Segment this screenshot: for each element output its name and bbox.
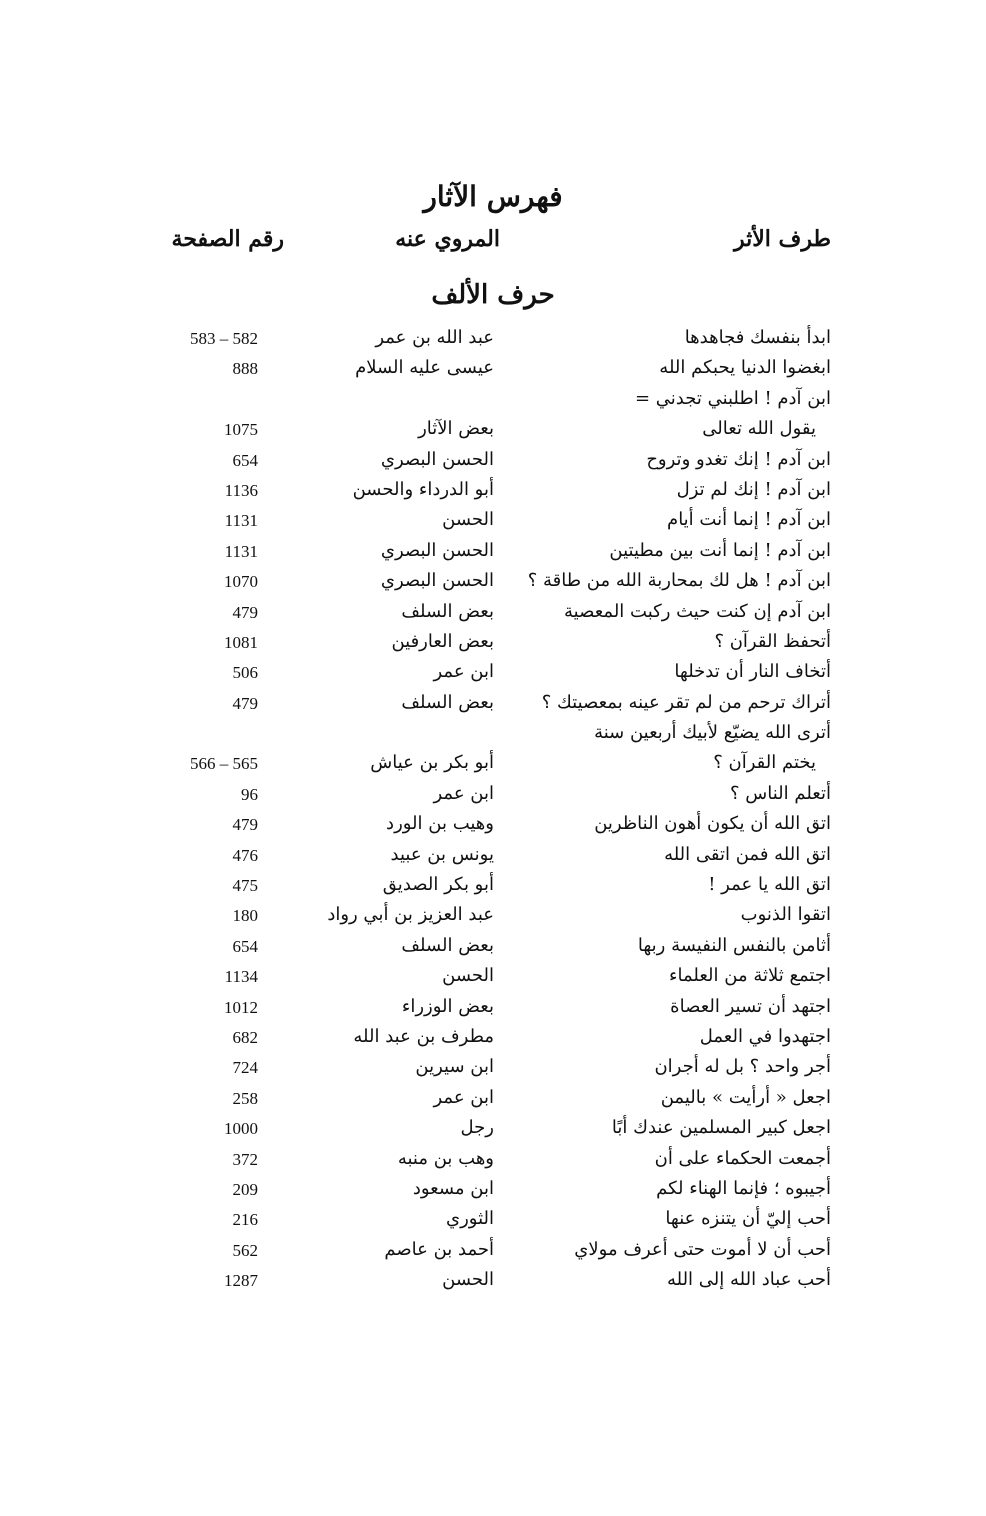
index-entry-line <box>0 386 986 416</box>
index-entry-line <box>0 750 986 780</box>
index-entry-line <box>0 355 986 385</box>
index-entry <box>0 447 986 477</box>
page-number: 654 <box>232 450 258 470</box>
narrator-text: رجل <box>460 1117 494 1139</box>
athar-text: يختم القرآن ؟ <box>713 752 816 774</box>
narrator-text: الحسن البصري <box>380 539 494 561</box>
athar-text: أترى الله يضيّع لأبيك أربعين سنة <box>594 722 831 744</box>
athar-text: أتخاف النار أن تدخلها <box>674 661 831 683</box>
index-entry <box>0 1267 986 1297</box>
index-entry <box>0 355 986 385</box>
index-entry <box>0 477 986 507</box>
index-entry <box>0 1237 986 1267</box>
index-entry <box>0 690 986 720</box>
page-title: فهرس الآثار <box>423 180 563 213</box>
page-number: 1131 <box>224 541 258 561</box>
page-number: 475 <box>232 876 258 896</box>
page-number: 562 <box>232 1240 258 1260</box>
column-header-athar: طرف الأثر <box>733 226 831 252</box>
narrator-text: عيسى عليه السلام <box>355 357 494 379</box>
page-number: 1081 <box>224 632 258 652</box>
athar-text: أجيبوه ؛ فإنما الهناء لكم <box>656 1177 831 1199</box>
athar-text: اتق الله فمن اتقى الله <box>664 843 831 865</box>
athar-text: أجمعت الحكماء على أن <box>654 1147 831 1169</box>
athar-text: اجعل « أرأيت » باليمن <box>660 1086 831 1108</box>
narrator-text: ابن عمر <box>433 661 494 683</box>
narrator-text: ابن سيرين <box>415 1056 494 1078</box>
narrator-text: عبد الله بن عمر <box>375 327 494 348</box>
page-number: 1070 <box>224 572 258 592</box>
page-number: 1000 <box>224 1119 258 1139</box>
page-number: 1134 <box>224 967 258 987</box>
index-entry-line <box>0 690 986 720</box>
athar-text: ابن آدم إن كنت حيث ركبت المعصية <box>564 600 831 622</box>
page-number: 476 <box>232 845 258 865</box>
narrator-text: أبو بكر الصديق <box>382 874 494 896</box>
index-entry <box>0 1024 986 1054</box>
index-entry-line <box>0 720 986 750</box>
index-entry-line <box>0 1237 986 1267</box>
index-entry-line <box>0 1024 986 1054</box>
athar-text: ابغضوا الدنيا يحبكم الله <box>659 357 831 379</box>
athar-text: ابن آدم ! إنما أنت أيام <box>667 509 831 531</box>
page-number: 372 <box>232 1149 258 1169</box>
page-number: 566 – 565 <box>190 754 258 774</box>
index-entry-line <box>0 1267 986 1297</box>
narrator-text: يونس بن عبيد <box>390 843 494 865</box>
page-number: 479 <box>232 602 258 622</box>
index-entry <box>0 994 986 1024</box>
index-entry <box>0 386 986 447</box>
index-entry <box>0 902 986 932</box>
athar-text: ابن آدم ! إنك تغدو وتروح <box>646 448 831 470</box>
index-entry <box>0 538 986 568</box>
index-entry <box>0 1115 986 1145</box>
index-entry-line <box>0 325 986 355</box>
index-entry <box>0 568 986 598</box>
narrator-text: بعض العارفين <box>391 630 494 652</box>
index-entry <box>0 629 986 659</box>
athar-text: أتراك ترحم من لم تقر عينه بمعصيتك ؟ <box>541 691 831 713</box>
narrator-text: الثوري <box>446 1208 494 1230</box>
narrator-text: ابن مسعود <box>412 1177 494 1199</box>
athar-text: ابن آدم ! هل لك بمحاربة الله من طاقة ؟ <box>527 570 831 592</box>
page-number: 1287 <box>224 1271 258 1291</box>
athar-text: ابدأ بنفسك فجاهدها <box>684 327 831 348</box>
athar-text: ابن آدم ! إنما أنت بين مطيتين <box>609 539 831 561</box>
page-number: 724 <box>232 1058 258 1078</box>
index-entry-line <box>0 1054 986 1084</box>
narrator-text: وهب بن منبه <box>397 1147 494 1169</box>
athar-text: اجعل كبير المسلمين عندك أبًا <box>611 1117 831 1139</box>
athar-text: اجتمع ثلاثة من العلماء <box>669 965 831 987</box>
page-number: 654 <box>232 936 258 956</box>
narrator-text: مطرف بن عبد الله <box>353 1025 494 1047</box>
index-entry-line <box>0 659 986 689</box>
narrator-text: أبو الدرداء والحسن <box>352 478 494 500</box>
index-entry <box>0 1206 986 1236</box>
page-number: 216 <box>232 1210 258 1230</box>
athar-text: ابن آدم ! إنك لم تزل <box>676 478 831 500</box>
narrator-text: ابن عمر <box>433 1086 494 1108</box>
narrator-text: أبو بكر بن عياش <box>370 752 494 774</box>
narrator-text: أحمد بن عاصم <box>384 1238 494 1260</box>
narrator-text: الحسن البصري <box>380 448 494 470</box>
athar-text: أثامن بالنفس النفيسة ربها <box>637 934 831 956</box>
page-number: 1012 <box>224 997 258 1017</box>
narrator-text: الحسن <box>442 965 494 987</box>
index-entry-line <box>0 933 986 963</box>
athar-text: أحب إليّ أن يتنزه عنها <box>665 1208 831 1230</box>
index-entry-line <box>0 1146 986 1176</box>
index-entry-line <box>0 994 986 1024</box>
page-number: 583 – 582 <box>190 329 258 348</box>
index-entry-line <box>0 902 986 932</box>
index-entry <box>0 325 986 355</box>
section-title: حرف الألف <box>431 280 555 310</box>
index-entry <box>0 933 986 963</box>
page-number: 506 <box>232 663 258 683</box>
index-entry-line <box>0 1206 986 1236</box>
page-number: 682 <box>232 1027 258 1047</box>
index-entry-line <box>0 842 986 872</box>
index-entry-line <box>0 477 986 507</box>
index-entry <box>0 1176 986 1206</box>
index-entries <box>0 325 986 1298</box>
index-entry-line <box>0 538 986 568</box>
narrator-text: وهيب بن الورد <box>386 813 494 835</box>
athar-text: أتحفظ القرآن ؟ <box>714 630 831 652</box>
index-entry-line <box>0 1085 986 1115</box>
narrator-text: بعض الوزراء <box>401 995 494 1017</box>
index-entry-line <box>0 872 986 902</box>
index-entry-line <box>0 416 986 446</box>
index-entry <box>0 781 986 811</box>
athar-text: يقول الله تعالى <box>702 418 816 440</box>
page-number: 479 <box>232 693 258 713</box>
index-entry <box>0 720 986 781</box>
index-entry-line <box>0 781 986 811</box>
column-header-page: رقم الصفحة <box>171 226 284 252</box>
page-number: 180 <box>232 906 258 926</box>
athar-text: أحب أن لا أموت حتى أعرف مولاي <box>574 1238 831 1260</box>
index-entry-line <box>0 599 986 629</box>
index-entry-line <box>0 1115 986 1145</box>
index-entry <box>0 1085 986 1115</box>
index-entry <box>0 1146 986 1176</box>
index-entry-line <box>0 1176 986 1206</box>
index-entry <box>0 1054 986 1084</box>
index-entry <box>0 599 986 629</box>
index-entry-line <box>0 963 986 993</box>
page-number: 888 <box>232 359 258 379</box>
athar-text: ابن آدم ! اطلبني تجدني = <box>634 387 831 409</box>
page-number: 479 <box>232 815 258 835</box>
index-entry-line <box>0 568 986 598</box>
narrator-text: بعض السلف <box>401 934 494 956</box>
column-header-narrator: المروي عنه <box>395 226 500 252</box>
index-entry <box>0 659 986 689</box>
athar-text: اتق الله أن يكون أهون الناظرين <box>594 813 831 835</box>
athar-text: أتعلم الناس ؟ <box>729 782 831 804</box>
athar-text: اتق الله يا عمر ! <box>708 874 831 896</box>
narrator-text: بعض السلف <box>401 600 494 622</box>
narrator-text: بعض الآثار <box>418 418 494 440</box>
index-entry <box>0 872 986 902</box>
page-number: 1136 <box>224 480 258 500</box>
athar-text: اجتهد أن تسير العصاة <box>670 995 831 1017</box>
narrator-text: عبد العزيز بن أبي رواد <box>327 904 494 926</box>
page-number: 258 <box>232 1088 258 1108</box>
narrator-text: بعض السلف <box>401 691 494 713</box>
index-entry <box>0 842 986 872</box>
narrator-text: الحسن <box>442 1269 494 1291</box>
page-number: 1075 <box>224 420 258 440</box>
index-entry-line <box>0 811 986 841</box>
index-entry-line <box>0 447 986 477</box>
index-entry <box>0 811 986 841</box>
athar-text: أحب عباد الله إلى الله <box>666 1269 831 1291</box>
index-entry-line <box>0 507 986 537</box>
athar-text: اجتهدوا في العمل <box>699 1025 831 1047</box>
index-entry <box>0 507 986 537</box>
narrator-text: الحسن البصري <box>380 570 494 592</box>
page-number: 1131 <box>224 511 258 531</box>
index-entry <box>0 963 986 993</box>
athar-text: أجر واحد ؟ بل له أجران <box>654 1056 831 1078</box>
page-number: 209 <box>232 1179 258 1199</box>
narrator-text: الحسن <box>442 509 494 531</box>
narrator-text: ابن عمر <box>433 782 494 804</box>
index-entry-line <box>0 629 986 659</box>
page-number: 96 <box>241 784 258 804</box>
athar-text: اتقوا الذنوب <box>740 904 831 926</box>
